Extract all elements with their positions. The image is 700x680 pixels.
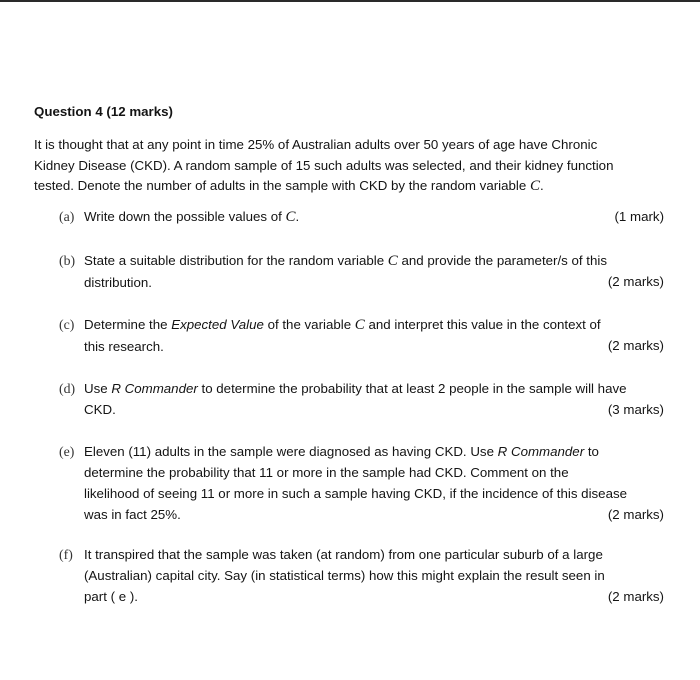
- question-title: Question 4 (12 marks): [34, 104, 173, 119]
- part-c-label: (c): [59, 317, 75, 332]
- intro-period: .: [539, 178, 544, 194]
- part-d-text-1: Use: [84, 381, 112, 396]
- part-e-label: (e): [59, 444, 75, 459]
- part-f-text: [84, 544, 664, 607]
- part-e-line-3: likelihood of seeing 11 or more in such a sample having CKD, if the incidence of this disease: [84, 486, 628, 501]
- part-a-line: Write down the possible values of: [84, 209, 286, 224]
- part-c: [59, 314, 664, 358]
- variable-c: C: [529, 178, 540, 195]
- top-border: [0, 0, 700, 2]
- part-a-text: [84, 206, 664, 228]
- part-f-label: (f): [59, 547, 73, 562]
- part-e-text-2: to: [584, 444, 599, 459]
- part-a-label: (a): [59, 209, 75, 224]
- intro-line-1: It is thought that at any point in time 25% of Australian adults over 50 years of age have Chronic: [34, 137, 598, 152]
- part-a-marks: (1 mark): [614, 209, 664, 224]
- part-c-marks: (2 marks): [607, 338, 664, 353]
- part-c-line-2: this research.: [84, 339, 164, 354]
- r-commander-term: R Commander: [111, 381, 198, 396]
- part-b-label: (b): [59, 253, 76, 268]
- part-b-marks: (2 marks): [607, 274, 664, 289]
- part-d-text-2: to determine the probability that at least 2 people in the sample will have: [197, 381, 627, 396]
- part-f-line-3: part ( e ).: [84, 589, 138, 604]
- question-intro: [34, 135, 674, 197]
- part-c-text-2: of the variable: [263, 317, 355, 332]
- part-a-period: .: [295, 209, 300, 224]
- part-b-text-1: State a suitable distribution for the random variable: [84, 253, 388, 268]
- part-e-line-4: was in fact 25%.: [84, 507, 181, 522]
- part-b-line-1: [84, 250, 664, 272]
- part-f: [59, 544, 664, 610]
- intro-line-2: Kidney Disease (CKD). A random sample of 15 such adults was selected, and their kidney function: [34, 157, 614, 173]
- part-a: [59, 206, 664, 228]
- part-e-line-1: [84, 441, 664, 462]
- intro-line-3: [34, 176, 674, 197]
- part-c-text-1: Determine the: [84, 317, 172, 332]
- part-e-marks: (2 marks): [607, 507, 664, 522]
- part-c-text: [84, 314, 664, 357]
- part-f-marks: (2 marks): [607, 589, 664, 604]
- part-e-text: [84, 441, 664, 525]
- part-d-line-2: CKD.: [84, 402, 116, 417]
- part-e: [59, 441, 664, 527]
- variable-c: C: [387, 253, 398, 269]
- part-d-label: (d): [59, 381, 76, 396]
- part-c-line-1: [84, 314, 664, 336]
- part-d-marks: (3 marks): [607, 402, 664, 417]
- intro-line-3-text: tested. Denote the number of adults in the sample with CKD by the random variable: [34, 178, 530, 194]
- part-e-line-2: determine the probability that 11 or more in the sample had CKD. Comment on the: [84, 465, 569, 480]
- part-e-text-1: Eleven (11) adults in the sample were diagnosed as having CKD. Use: [84, 444, 498, 459]
- part-d-text: [84, 378, 664, 420]
- part-d: [59, 378, 664, 422]
- part-b-line-2: distribution.: [84, 275, 152, 290]
- expected-value-term: Expected Value: [171, 317, 264, 332]
- part-b: [59, 250, 664, 294]
- part-b-text-2: and provide the parameter/s of this: [397, 253, 607, 268]
- r-commander-term: R Commander: [497, 444, 585, 459]
- part-d-line-1: [84, 378, 664, 399]
- part-c-text-3: and interpret this value in the context of: [364, 317, 601, 332]
- part-f-line-1: It transpired that the sample was taken (at random) from one particular suburb of a large: [84, 547, 603, 562]
- part-b-text: [84, 250, 664, 293]
- variable-c: C: [285, 209, 296, 225]
- part-f-line-2: (Australian) capital city. Say (in statistical terms) how this might explain the result seen in: [84, 568, 605, 583]
- variable-c: C: [354, 317, 365, 333]
